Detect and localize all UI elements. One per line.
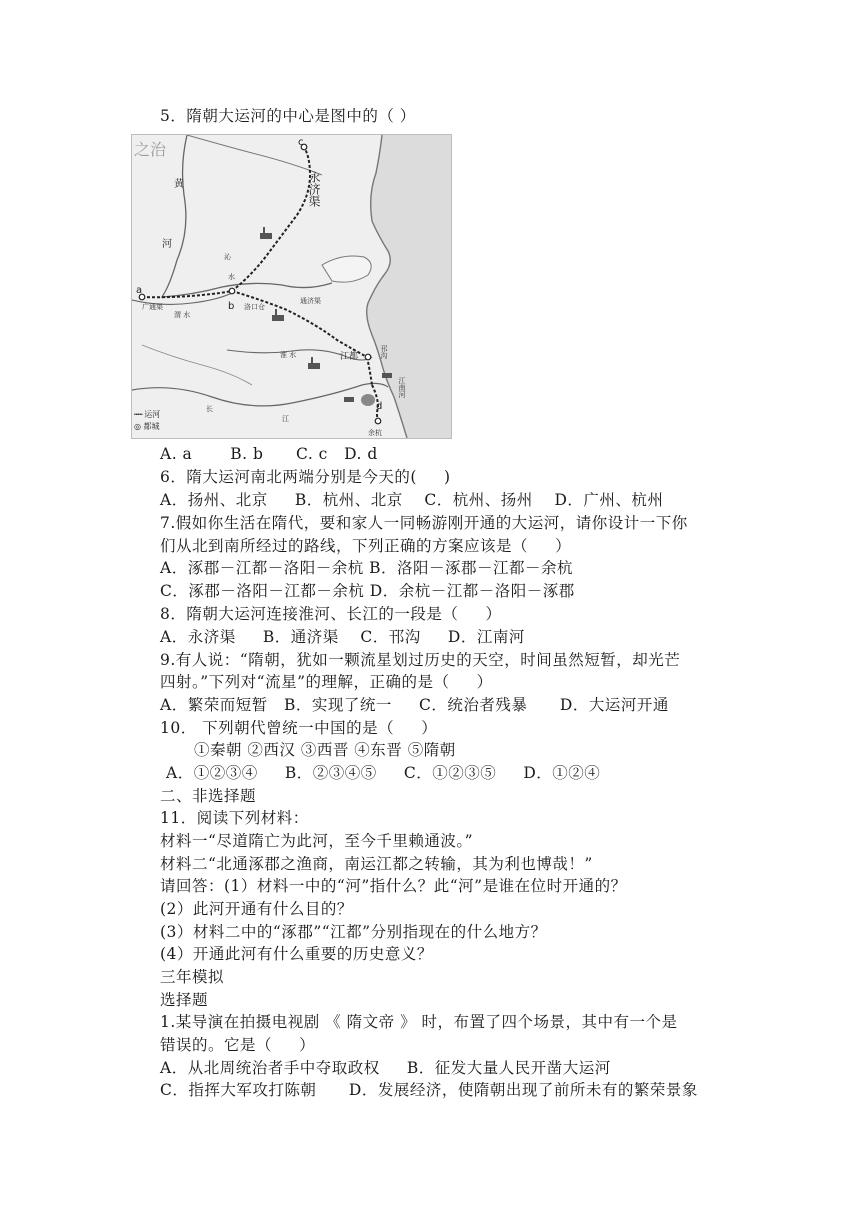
map-label-qin: 沁 — [224, 253, 231, 261]
sea-area — [367, 135, 451, 438]
q7-stem-line1: 7.假如你生活在隋代，要和家人一同畅游刚开通的大运河，请你设计一下你 — [160, 514, 688, 532]
q11-question-2: (2）此河开通有什么目的？ — [160, 900, 353, 918]
map-label-tongjiqu: 通济渠 — [300, 297, 321, 305]
q9-options: A．繁荣而短暂 B．实现了统一 C．统治者残暴 D．大运河开通 — [160, 696, 669, 714]
q1-options-line1: A．从北周统治者手中夺取政权 B．征发大量人民开凿大运河 — [160, 1059, 611, 1077]
map-label-guangtongqu: 广通渠 — [142, 303, 163, 311]
map-label-yuhang: 余杭 — [368, 429, 382, 437]
q11-material-2: 材料二“北通涿郡之渔商，南运江都之转输，其为利也博哉！” — [160, 855, 593, 873]
q6-stem: 6．隋大运河南北两端分别是今天的( ) — [160, 468, 451, 486]
map-label-jiang: 江 — [282, 415, 289, 423]
legend-canal-row: ┅┅ 运河 — [134, 410, 161, 419]
q5-stem: 5．隋朝大运河的中心是图中的（ ） — [160, 107, 416, 125]
grand-canal-map — [131, 134, 452, 439]
q7-stem-line2: 们从北到南所经过的路线，下列正确的方案应该是（ ） — [160, 537, 572, 555]
q1-stem-line2: 错误的。它是（ ） — [160, 1036, 316, 1054]
map-label-c: c — [298, 137, 304, 148]
taihu-lake — [361, 394, 375, 406]
map-label-jiangnanhe: 江南河 — [398, 377, 406, 398]
map-label-b: b — [228, 301, 235, 312]
map-drawing — [132, 135, 451, 438]
q5-options: A. a B. b C. c D. d — [160, 445, 378, 463]
q7-options-line2: C．涿郡－洛阳－江都－余杭 D．余杭－江都－洛阳－涿郡 — [160, 582, 575, 600]
legend-capital-label: 都城 — [143, 422, 160, 431]
map-legend — [134, 409, 190, 437]
map-label-weishui: 渭 水 — [174, 311, 191, 319]
legend-capital-row: ◎ 都城 — [134, 422, 160, 431]
yangtze-river — [132, 383, 388, 406]
q6-options: A．扬州、北京 B．杭州、北京 C．杭州、扬州 D．广州、杭州 — [160, 491, 664, 509]
section-heading-three-year: 三年模拟 — [160, 968, 225, 986]
map-label-jiangdu: 江都 — [340, 352, 359, 362]
q9-stem-line2: 四射。”下列对“流星”的理解，正确的是（ ） — [160, 673, 493, 691]
q1-stem-line1: 1.某导演在拍摄电视剧 《 隋文帝 》 时，布置了四个场景，其中有一个是 — [160, 1013, 678, 1031]
legend-canal-label: 运河 — [144, 410, 161, 419]
q11-material-1: 材料一“尽道隋亡为此河，至今千里赖通波。” — [160, 832, 474, 850]
map-label-luokoucang: 洛口仓 — [244, 303, 265, 311]
map-label-chang: 长 — [206, 405, 213, 413]
map-label-huang: 黄 — [174, 179, 184, 190]
q10-items: ①秦朝 ②西汉 ③西晋 ④东晋 ⑤隋朝 — [194, 741, 456, 759]
q11-stem: 11．阅读下列材料： — [160, 809, 309, 827]
map-label-a: a — [136, 285, 143, 296]
capital-marker-jiangdu — [365, 354, 371, 360]
q1-options-line2: C．指挥大军攻打陈朝 D．发展经济，使隋朝出现了前所未有的繁荣景象 — [160, 1081, 698, 1099]
q10-options: A．①②③④ B．②③④⑤ C．①②③⑤ D．①②④ — [166, 764, 601, 782]
map-corner-text: 之治 — [134, 140, 167, 159]
map-label-d: d — [376, 401, 383, 412]
q8-options: A．永济渠 B．通济渠 C．邗沟 D．江南河 — [160, 628, 525, 646]
q8-stem: 8．隋朝大运河连接淮河、长江的一段是（ ） — [160, 605, 502, 623]
q11-question-4: (4）开通此河有什么重要的历史意义？ — [160, 945, 433, 963]
capital-marker-b — [229, 288, 235, 294]
q11-question-1: 请回答：(1）材料一中的“河”指什么？此“河”是谁在位时开通的？ — [160, 877, 627, 895]
hangou-canal — [367, 357, 372, 385]
yongji-canal — [232, 147, 310, 291]
map-label-hangou: 邗沟 — [380, 345, 388, 359]
map-label-shui: 水 — [228, 273, 235, 281]
map-label-he: 河 — [162, 239, 172, 250]
section-subheading-choice: 选择题 — [160, 991, 209, 1009]
shandong-peninsula — [322, 256, 371, 282]
map-label-huaishui: 淮 水 — [280, 351, 297, 359]
q9-stem-line1: 9.有人说：“隋朝，犹如一颗流星划过历史的天空，时间虽然短暂，却光芒 — [160, 651, 681, 669]
section-heading-nonchoice: 二、非选择题 — [160, 787, 257, 805]
map-label-yongjiqu: 永济渠 — [307, 171, 321, 207]
yellow-river — [162, 135, 332, 297]
capital-marker-d — [375, 418, 381, 424]
q7-options-line1: A．涿郡－江都－洛阳－余杭 B．洛阳－涿郡－江都－余杭 — [160, 559, 574, 577]
q10-stem: 10． 下列朝代曾统一中国的是（ ） — [160, 719, 438, 737]
q11-question-3: (3）材料二中的“涿郡”“江都”分别指现在的什么地方？ — [160, 923, 547, 941]
